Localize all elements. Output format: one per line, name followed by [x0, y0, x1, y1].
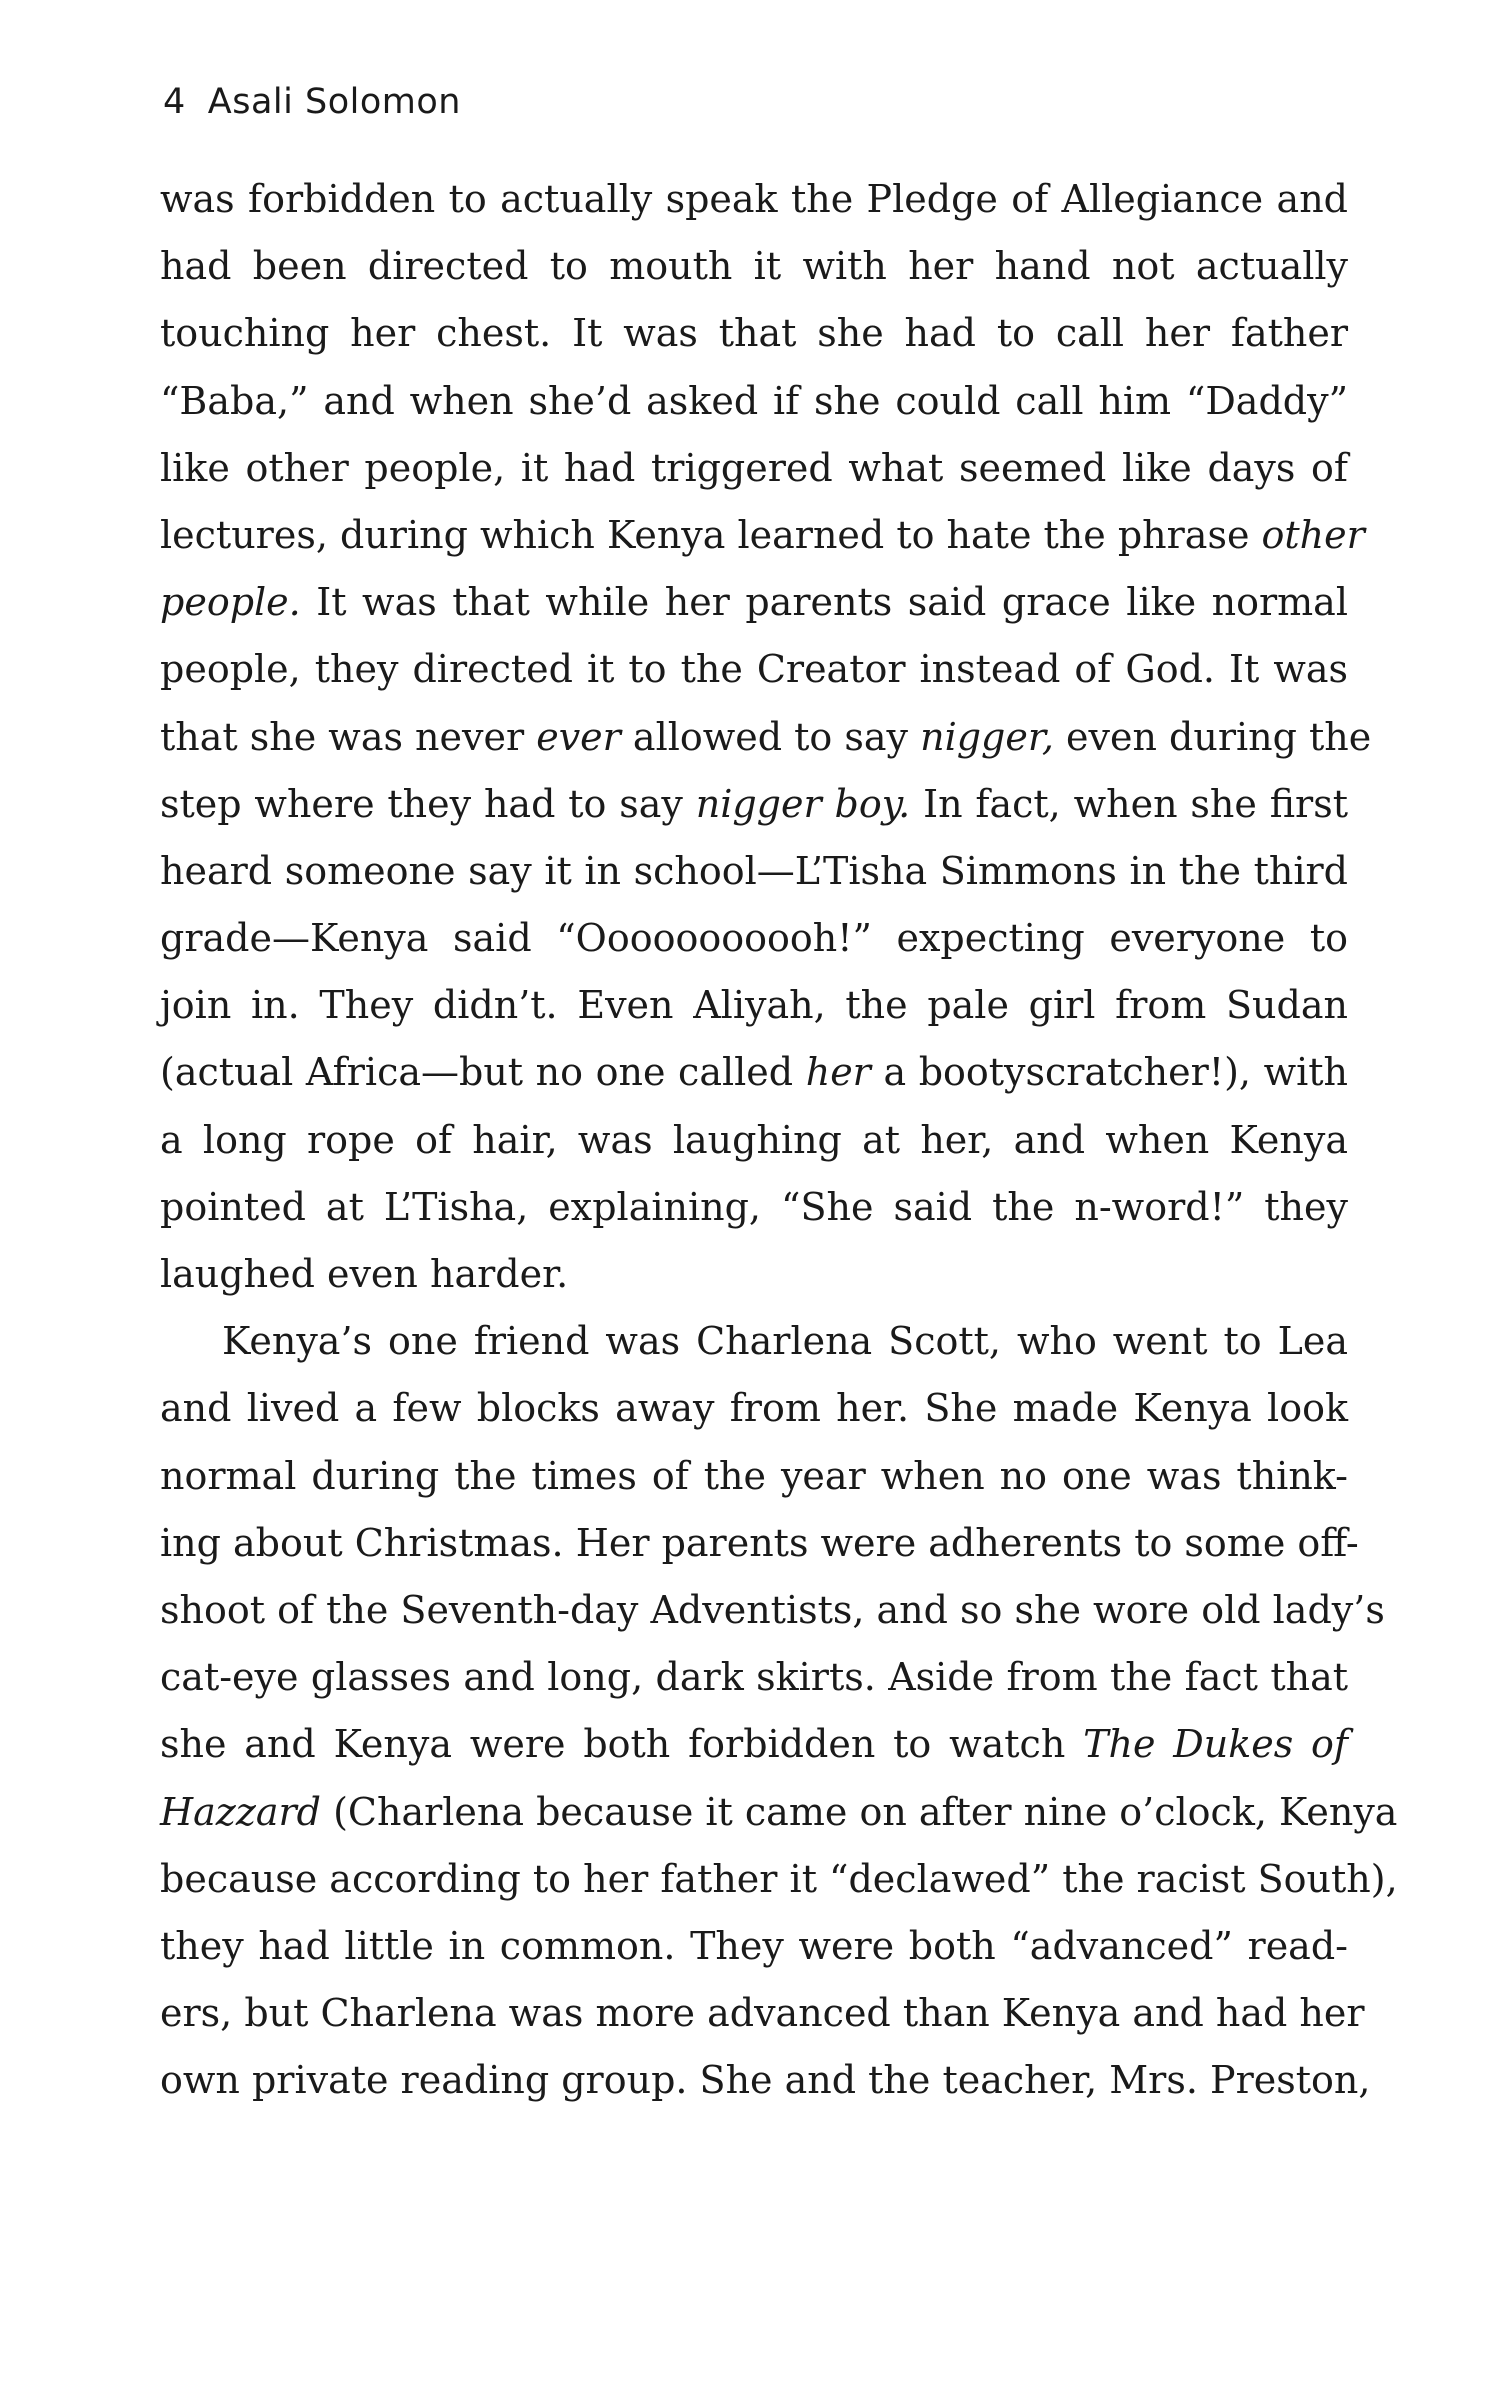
text-line [160, 1443, 1348, 1510]
text-line [160, 704, 1372, 771]
text-run: Kenya’s one friend was Charlena Scott, who went to Lea [222, 1319, 1348, 1364]
page-number: 4 [163, 82, 186, 122]
text-line [160, 636, 1348, 703]
text-run: cat-eye glasses and long, dark skirts. Aside from the fact that [160, 1655, 1348, 1700]
text-run: own private reading group. She and the teacher, Mrs. Preston, [160, 2058, 1371, 2103]
text-run: was forbidden to actually speak the Pledge of Allegiance and [160, 177, 1348, 221]
text-line [160, 905, 1348, 972]
text-line [160, 1308, 1348, 1375]
text-line [160, 435, 1348, 502]
text-run: allowed to say [620, 714, 921, 759]
text-run: heard someone say it in school—L’Tisha Simmons in the third [160, 848, 1348, 893]
text-run: because according to her father it “declawed” the racist South), [160, 1856, 1398, 1901]
text-run: join in. They didn’t. Even Aliyah, the pale girl from Sudan [160, 983, 1348, 1028]
text-line [160, 166, 1348, 233]
text-line [160, 2047, 1371, 2114]
text-line [160, 300, 1348, 367]
text-run: people, they directed it to the Creator instead of God. It was [160, 647, 1348, 692]
text-run: step where they had to say [160, 781, 696, 826]
text-line [160, 1779, 1398, 1846]
text-line [160, 1107, 1348, 1174]
text-line [160, 1846, 1398, 1913]
text-line [160, 368, 1348, 435]
text-run: that she was never [160, 714, 537, 759]
italic-text: other [1261, 512, 1365, 557]
text-run: laughed even harder. [160, 1252, 569, 1296]
text-run: lectures, during which Kenya learned to hate the phrase [160, 512, 1262, 557]
text-run: pointed at L’Tisha, explaining, “She said the n-word!” they [160, 1184, 1348, 1229]
author-name: Asali Solomon [207, 82, 461, 122]
text-run: they had little in common. They were both “advanced” read- [160, 1923, 1348, 1968]
text-run: touching her chest. It was that she had to call her father [160, 311, 1348, 356]
text-run: a long rope of hair, was laughing at her, and when Kenya [160, 1117, 1348, 1162]
text-line [160, 233, 1348, 300]
text-line [160, 1644, 1348, 1711]
italic-text: her [805, 1050, 871, 1095]
body-text [160, 166, 1398, 2114]
text-line [160, 1039, 1348, 1106]
text-line [160, 502, 1365, 569]
italic-text: ever [536, 714, 621, 759]
text-run: shoot of the Seventh-day Adventists, and so she wore old lady’s [160, 1587, 1385, 1632]
text-line [160, 1577, 1385, 1644]
text-run: she and Kenya were both forbidden to watch [160, 1722, 1084, 1767]
text-line [160, 771, 1348, 838]
text-run: “Baba,” and when she’d asked if she could call him “Daddy” [160, 378, 1348, 423]
text-run: normal during the times of the year when no one was think- [160, 1453, 1348, 1498]
text-run: like other people, it had triggered what seemed like days of [160, 445, 1348, 490]
running-head [163, 82, 461, 122]
text-line [160, 838, 1348, 905]
text-run: (actual Africa—but no one called [160, 1050, 806, 1095]
italic-text: people. [160, 580, 301, 625]
italic-text: Hazzard [160, 1789, 321, 1834]
text-run: even during the [1053, 714, 1372, 759]
text-line [160, 1375, 1348, 1442]
italic-text: The Dukes of [1083, 1722, 1348, 1767]
text-line [160, 1913, 1348, 1980]
text-line [160, 1241, 1348, 1308]
text-line [160, 1510, 1359, 1577]
text-run: grade—Kenya said “Ooooooooooh!” expecting everyone to [160, 916, 1348, 961]
text-line [160, 569, 1348, 636]
italic-text: nigger boy. [695, 781, 911, 826]
italic-text: nigger, [920, 714, 1054, 759]
text-run: ing about Christmas. Her parents were adherents to some off- [160, 1520, 1359, 1565]
text-line [160, 1980, 1365, 2047]
text-line [160, 1174, 1348, 1241]
text-line [160, 1711, 1348, 1778]
text-run: It was that while her parents said grace like normal [300, 580, 1348, 625]
text-run: ers, but Charlena was more advanced than Kenya and had her [160, 1991, 1365, 2036]
text-run: and lived a few blocks away from her. She made Kenya look [160, 1386, 1348, 1431]
text-run: In fact, when she first [910, 781, 1348, 826]
text-run: had been directed to mouth it with her hand not actually [160, 244, 1348, 289]
text-run: (Charlena because it came on after nine o’clock, Kenya [320, 1789, 1398, 1834]
text-run: a bootyscratcher!), with [870, 1050, 1349, 1095]
text-line [160, 972, 1348, 1039]
